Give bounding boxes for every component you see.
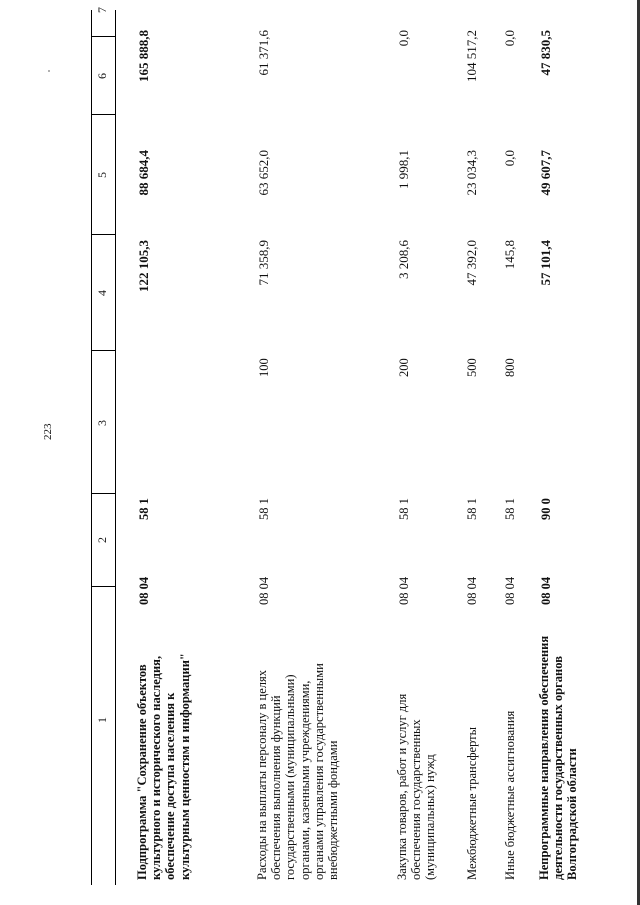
row-1-c5: 122 105,3 xyxy=(136,240,151,292)
row-5-section: 08 04 xyxy=(503,576,517,605)
row-6-c7: 47 830,5 xyxy=(538,30,553,76)
col-num-3: 3 xyxy=(95,420,109,426)
row-5-expense-type: 800 xyxy=(503,358,517,377)
row-6-desc: Непрограммные направления обеспечения деятельности государственных органов Волгоградской области xyxy=(537,635,580,880)
row-5-program: 58 1 xyxy=(503,498,517,520)
row-3-section: 08 04 xyxy=(397,576,411,605)
row-6-section: 08 04 xyxy=(539,576,553,605)
col-sep-4 xyxy=(91,234,115,235)
row-6-c6: 49 607,7 xyxy=(538,150,553,196)
col-num-4: 4 xyxy=(95,290,109,296)
row-1-section: 08 04 xyxy=(137,576,151,605)
row-4-section: 08 04 xyxy=(465,576,479,605)
page-number: 223 xyxy=(42,423,54,440)
row-1-program: 58 1 xyxy=(137,498,151,520)
row-4-c5: 47 392,0 xyxy=(464,240,479,286)
row-3-expense-type: 200 xyxy=(397,358,411,377)
row-2-c5: 71 358,9 xyxy=(256,240,271,286)
col-num-7: 7 xyxy=(95,7,109,13)
row-5-c5: 145,8 xyxy=(502,240,517,270)
row-5-desc: Иные бюджетные ассигнования xyxy=(503,710,517,880)
col-num-6: 6 xyxy=(95,73,109,79)
row-1-desc: Подпрограмма "Сохранение объектов культурного и исторического наследия, обеспечение доступа населения к культурным ценностям и информации" xyxy=(135,653,192,880)
header-bottom-rule xyxy=(115,10,116,885)
col-sep-2 xyxy=(91,493,115,494)
row-3-program: 58 1 xyxy=(397,498,411,520)
row-4-desc: Межбюджетные трансферты xyxy=(465,726,479,880)
budget-table xyxy=(85,7,625,885)
row-2-c6: 63 652,0 xyxy=(256,150,271,196)
col-num-1: 1 xyxy=(95,717,109,723)
row-2-section: 08 04 xyxy=(257,576,271,605)
row-4-expense-type: 500 xyxy=(465,358,479,377)
row-5-c6: 0,0 xyxy=(502,150,517,167)
scan-speck xyxy=(48,70,50,72)
row-2-desc: Расходы на выплаты персоналу в целях обеспечения выполнения функций государственными (муниципальными) органами, казенными учреждениями, органами управления государственными внебюджетными фондами xyxy=(255,663,341,880)
row-4-c6: 23 034,3 xyxy=(464,150,479,196)
col-sep-1 xyxy=(91,586,115,587)
header-top-rule xyxy=(91,10,92,885)
row-2-expense-type: 100 xyxy=(257,358,271,377)
row-1-c6: 88 684,4 xyxy=(136,150,151,196)
row-6-c5: 57 101,4 xyxy=(538,240,553,286)
row-1-c7: 165 888,8 xyxy=(136,30,151,82)
col-sep-3 xyxy=(91,350,115,351)
row-2-program: 58 1 xyxy=(257,498,271,520)
col-sep-5 xyxy=(91,114,115,115)
row-2-c7: 61 371,6 xyxy=(256,30,271,76)
row-5-c7: 0,0 xyxy=(502,30,517,47)
col-sep-6 xyxy=(91,36,115,37)
row-3-c7: 0,0 xyxy=(396,30,411,47)
row-6-program: 90 0 xyxy=(539,498,553,520)
col-num-2: 2 xyxy=(95,537,109,543)
row-3-c6: 1 998,1 xyxy=(396,150,411,189)
row-3-c5: 3 208,6 xyxy=(396,240,411,279)
col-num-5: 5 xyxy=(95,172,109,178)
row-3-desc: Закупка товаров, работ и услуг для обеспечения государственных (муниципальных) нужд xyxy=(395,693,438,880)
row-4-program: 58 1 xyxy=(465,498,479,520)
row-4-c7: 104 517,2 xyxy=(464,30,479,82)
